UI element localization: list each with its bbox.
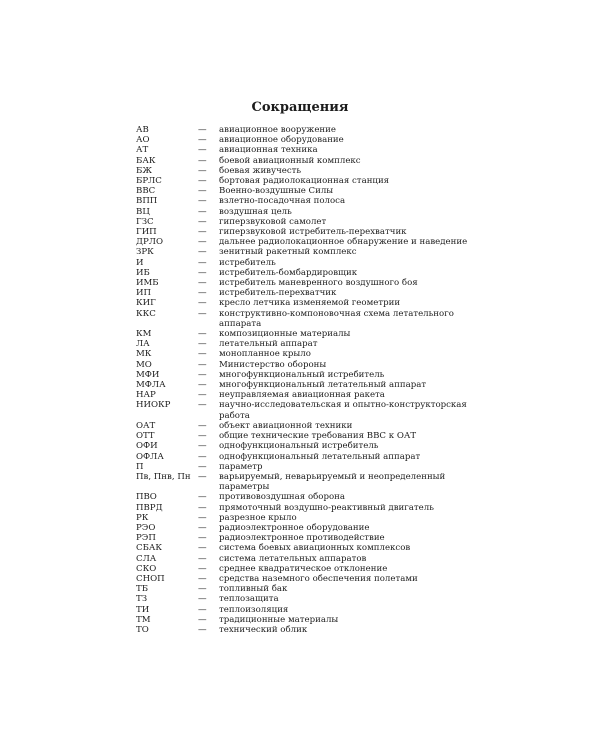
dash-separator: —: [198, 573, 207, 584]
abbreviation: ИП: [136, 288, 151, 299]
abbreviation-definition: дальнее радиолокационное обнаружение и наведение: [219, 237, 468, 248]
abbreviation: ККС: [136, 308, 156, 319]
abbreviation-definition: боевая живучесть: [219, 165, 302, 176]
list-item: [136, 452, 486, 462]
dash-separator: [198, 319, 219, 329]
list-item: [136, 574, 486, 584]
list-item: [136, 390, 486, 400]
dash-separator: —: [198, 125, 207, 135]
dash-separator: —: [198, 492, 207, 503]
abbreviation-definition: зенитный ракетный комплекс: [219, 247, 357, 258]
abbreviation-definition: теплозащита: [219, 594, 279, 605]
list-item: [136, 135, 486, 145]
list-item: [136, 258, 486, 268]
abbreviation: СБАК: [136, 543, 163, 554]
dash-separator: —: [198, 196, 207, 207]
abbreviation: НИОКР: [136, 400, 171, 411]
list-item: [136, 543, 486, 553]
abbreviation-definition: система летательных аппаратов: [219, 553, 367, 564]
list-item: [136, 186, 486, 196]
abbreviation-definition: топливный бак: [219, 584, 288, 595]
abbreviation: ПВРД: [136, 502, 163, 513]
abbreviation: ИМБ: [136, 278, 159, 289]
abbreviation-definition: радиоэлектронное противодействие: [219, 533, 385, 544]
abbreviation: ГЗС: [136, 216, 154, 227]
dash-separator: —: [198, 533, 207, 544]
abbreviation: МФИ: [136, 369, 160, 380]
dash-separator: —: [198, 594, 207, 605]
abbreviation: СЛА: [136, 553, 157, 564]
abbreviation: СНОП: [136, 573, 165, 584]
list-item: [136, 441, 486, 451]
abbreviation-definition: боевой авиационный комплекс: [219, 155, 361, 166]
dash-separator: —: [198, 624, 207, 635]
abbreviation-definition: гиперзвуковой истребитель-перехватчик: [219, 227, 407, 238]
list-item: [136, 523, 486, 533]
abbreviation: ИБ: [136, 267, 150, 278]
abbreviation: АТ: [136, 145, 149, 156]
abbreviation-definition: противовоздушная оборона: [219, 492, 345, 503]
abbreviation: МО: [136, 359, 152, 370]
dash-separator: —: [198, 278, 207, 289]
dash-separator: —: [198, 176, 207, 187]
abbreviation-definition: научно-исследовательская и опытно-конструкторская: [219, 400, 467, 411]
abbreviation-definition: общие технические требования ВВС к ОАТ: [219, 431, 417, 442]
abbreviation-definition: прямоточный воздушно-реактивный двигатель: [219, 502, 434, 513]
abbreviation-definition: многофункциональный истребитель: [219, 369, 385, 380]
dash-separator: —: [198, 451, 207, 462]
list-item: [136, 176, 486, 186]
page-title: Сокращения: [251, 100, 349, 115]
abbreviation-definition: истребитель маневренного воздушного боя: [219, 278, 418, 289]
abbreviation-definition: традиционные материалы: [219, 614, 339, 625]
abbreviation: ТБ: [136, 584, 149, 595]
abbreviation-definition: разрезное крыло: [219, 512, 297, 523]
abbreviation-definition: средства наземного обеспечения полетами: [219, 573, 418, 584]
abbreviation-definition: композиционные материалы: [219, 329, 351, 340]
abbreviation: АВ: [136, 125, 149, 135]
dash-separator: —: [198, 216, 207, 227]
abbreviation-definition: гиперзвуковой самолет: [219, 216, 327, 227]
list-item: [136, 125, 486, 135]
abbreviation-definition: технический облик: [219, 624, 308, 635]
abbreviation-definition: истребитель-бомбардировщик: [219, 267, 358, 278]
list-item: [136, 462, 486, 472]
abbreviation: МФЛА: [136, 380, 166, 391]
abbreviation: ГИП: [136, 227, 157, 238]
dash-separator: —: [198, 135, 207, 146]
list-item: [136, 615, 486, 625]
dash-separator: —: [198, 563, 207, 574]
abbreviation: ЛА: [136, 339, 150, 350]
list-item: [136, 625, 486, 635]
list-item-continuation: [136, 319, 486, 329]
list-item: [136, 349, 486, 359]
abbreviation: ОФИ: [136, 441, 158, 452]
abbreviation-definition: бортовая радиолокационная станция: [219, 176, 390, 187]
abbreviation: [136, 319, 198, 329]
abbreviation-definition: Военно-воздушные Силы: [219, 186, 334, 197]
list-item: [136, 605, 486, 615]
dash-separator: —: [198, 206, 207, 217]
list-item: [136, 472, 486, 492]
abbreviation: И: [136, 257, 144, 268]
abbreviation: ТЗ: [136, 594, 148, 605]
abbreviation: ОФЛА: [136, 451, 164, 462]
abbreviation: БРЛС: [136, 176, 162, 187]
abbreviation: ОТТ: [136, 431, 155, 442]
list-item: [136, 166, 486, 176]
dash-separator: —: [198, 400, 207, 411]
list-item: [136, 268, 486, 278]
abbreviation: БАК: [136, 155, 156, 166]
list-item: [136, 227, 486, 237]
list-item: [136, 196, 486, 206]
dash-separator: —: [198, 369, 207, 380]
abbreviation: ДРЛО: [136, 237, 163, 248]
list-item: [136, 594, 486, 604]
abbreviation: ТО: [136, 624, 149, 635]
abbreviation-definition: истребитель-перехватчик: [219, 288, 337, 299]
dash-separator: —: [198, 390, 207, 401]
abbreviation: РЭО: [136, 522, 156, 533]
abbreviation: ТМ: [136, 614, 151, 625]
list-item: [136, 339, 486, 349]
dash-separator: —: [198, 431, 207, 442]
list-item: [136, 156, 486, 166]
abbreviation-definition: многофункциональный летательный аппарат: [219, 380, 427, 391]
list-item: [136, 278, 486, 288]
dash-separator: —: [198, 614, 207, 625]
dash-separator: —: [198, 471, 207, 482]
abbreviation: ПВО: [136, 492, 157, 503]
dash-separator: —: [198, 227, 207, 238]
dash-separator: —: [198, 267, 207, 278]
abbreviation-definition: объект авиационной техники: [219, 420, 353, 431]
abbreviation: АО: [136, 135, 150, 146]
abbreviation-definition: параметр: [219, 461, 263, 472]
abbreviation-definition: монопланное крыло: [219, 349, 311, 360]
dash-separator: —: [198, 145, 207, 156]
abbreviation: [136, 411, 198, 421]
abbreviation: Пв, Пнв, Пн: [136, 471, 191, 482]
abbreviation: П: [136, 461, 144, 472]
dash-separator: —: [198, 522, 207, 533]
abbreviation: ВВС: [136, 186, 156, 197]
dash-separator: —: [198, 584, 207, 595]
dash-separator: —: [198, 165, 207, 176]
dash-separator: —: [198, 512, 207, 523]
list-item: [136, 584, 486, 594]
abbreviation-definition: радиоэлектронное оборудование: [219, 522, 370, 533]
abbreviation: ЗРК: [136, 247, 154, 258]
dash-separator: —: [198, 543, 207, 554]
list-item: [136, 288, 486, 298]
dash-separator: —: [198, 339, 207, 350]
abbreviation: ВПП: [136, 196, 158, 207]
dash-separator: —: [198, 349, 207, 360]
dash-separator: —: [198, 247, 207, 258]
abbreviation-definition: авиационное вооружение: [219, 125, 336, 135]
dash-separator: —: [198, 359, 207, 370]
dash-separator: —: [198, 380, 207, 391]
abbreviation-definition: теплоизоляция: [219, 604, 289, 615]
list-item: [136, 564, 486, 574]
list-item: [136, 400, 486, 410]
list-item: [136, 298, 486, 308]
abbreviation: ОАТ: [136, 420, 156, 431]
abbreviation-definition: работа: [219, 410, 250, 421]
dash-separator: [198, 411, 219, 421]
abbreviation-definition: истребитель: [219, 257, 276, 268]
list-item: [136, 237, 486, 247]
abbreviation-definition: аппарата: [219, 318, 262, 329]
abbreviation: НАР: [136, 390, 156, 401]
abbreviation-definition: Министерство обороны: [219, 359, 327, 370]
abbreviation-definition: система боевых авиационных комплексов: [219, 543, 411, 554]
abbreviation: КМ: [136, 329, 152, 340]
abbreviation-list: [136, 125, 486, 635]
list-item: [136, 431, 486, 441]
list-item: [136, 207, 486, 217]
list-item: [136, 533, 486, 543]
list-item: [136, 503, 486, 513]
dash-separator: —: [198, 288, 207, 299]
list-item: [136, 329, 486, 339]
list-item-continuation: [136, 411, 486, 421]
list-item: [136, 421, 486, 431]
abbreviation-definition: взлетно-посадочная полоса: [219, 196, 346, 207]
abbreviation-definition: авиационное оборудование: [219, 135, 344, 146]
dash-separator: —: [198, 308, 207, 319]
abbreviation-definition: неуправляемая авиационная ракета: [219, 390, 385, 401]
abbreviation: БЖ: [136, 165, 152, 176]
dash-separator: —: [198, 257, 207, 268]
abbreviation-definition: конструктивно-компоновочная схема летательного: [219, 308, 454, 319]
abbreviation-definition: однофункциональный истребитель: [219, 441, 379, 452]
dash-separator: —: [198, 604, 207, 615]
list-item: [136, 217, 486, 227]
abbreviation-definition: среднее квадратическое отклонение: [219, 563, 388, 574]
list-item: [136, 247, 486, 257]
abbreviation-definition: варьируемый, неварьируемый и неопределенный параметры: [219, 471, 446, 493]
dash-separator: —: [198, 420, 207, 431]
dash-separator: —: [198, 553, 207, 564]
abbreviation: ТИ: [136, 604, 150, 615]
list-item: [136, 360, 486, 370]
abbreviation: СКО: [136, 563, 157, 574]
abbreviation-definition: кресло летчика изменяемой геометрии: [219, 298, 401, 309]
dash-separator: —: [198, 461, 207, 472]
dash-separator: —: [198, 298, 207, 309]
abbreviation-definition: воздушная цель: [219, 206, 292, 217]
abbreviation-definition: авиационная техника: [219, 145, 318, 156]
dash-separator: —: [198, 237, 207, 248]
dash-separator: —: [198, 441, 207, 452]
abbreviation-definition: летательный аппарат: [219, 339, 318, 350]
abbreviation: КИГ: [136, 298, 156, 309]
list-item: [136, 492, 486, 502]
list-item: [136, 370, 486, 380]
list-item: [136, 380, 486, 390]
list-item: [136, 145, 486, 155]
list-item: [136, 554, 486, 564]
abbreviation: МК: [136, 349, 152, 360]
abbreviation: РК: [136, 512, 149, 523]
abbreviation-definition: однофункциональный летательный аппарат: [219, 451, 421, 462]
list-item: [136, 309, 486, 319]
abbreviation: РЭП: [136, 533, 156, 544]
dash-separator: —: [198, 155, 207, 166]
list-item: [136, 513, 486, 523]
dash-separator: —: [198, 502, 207, 513]
dash-separator: —: [198, 186, 207, 197]
abbreviation: ВЦ: [136, 206, 150, 217]
dash-separator: —: [198, 329, 207, 340]
